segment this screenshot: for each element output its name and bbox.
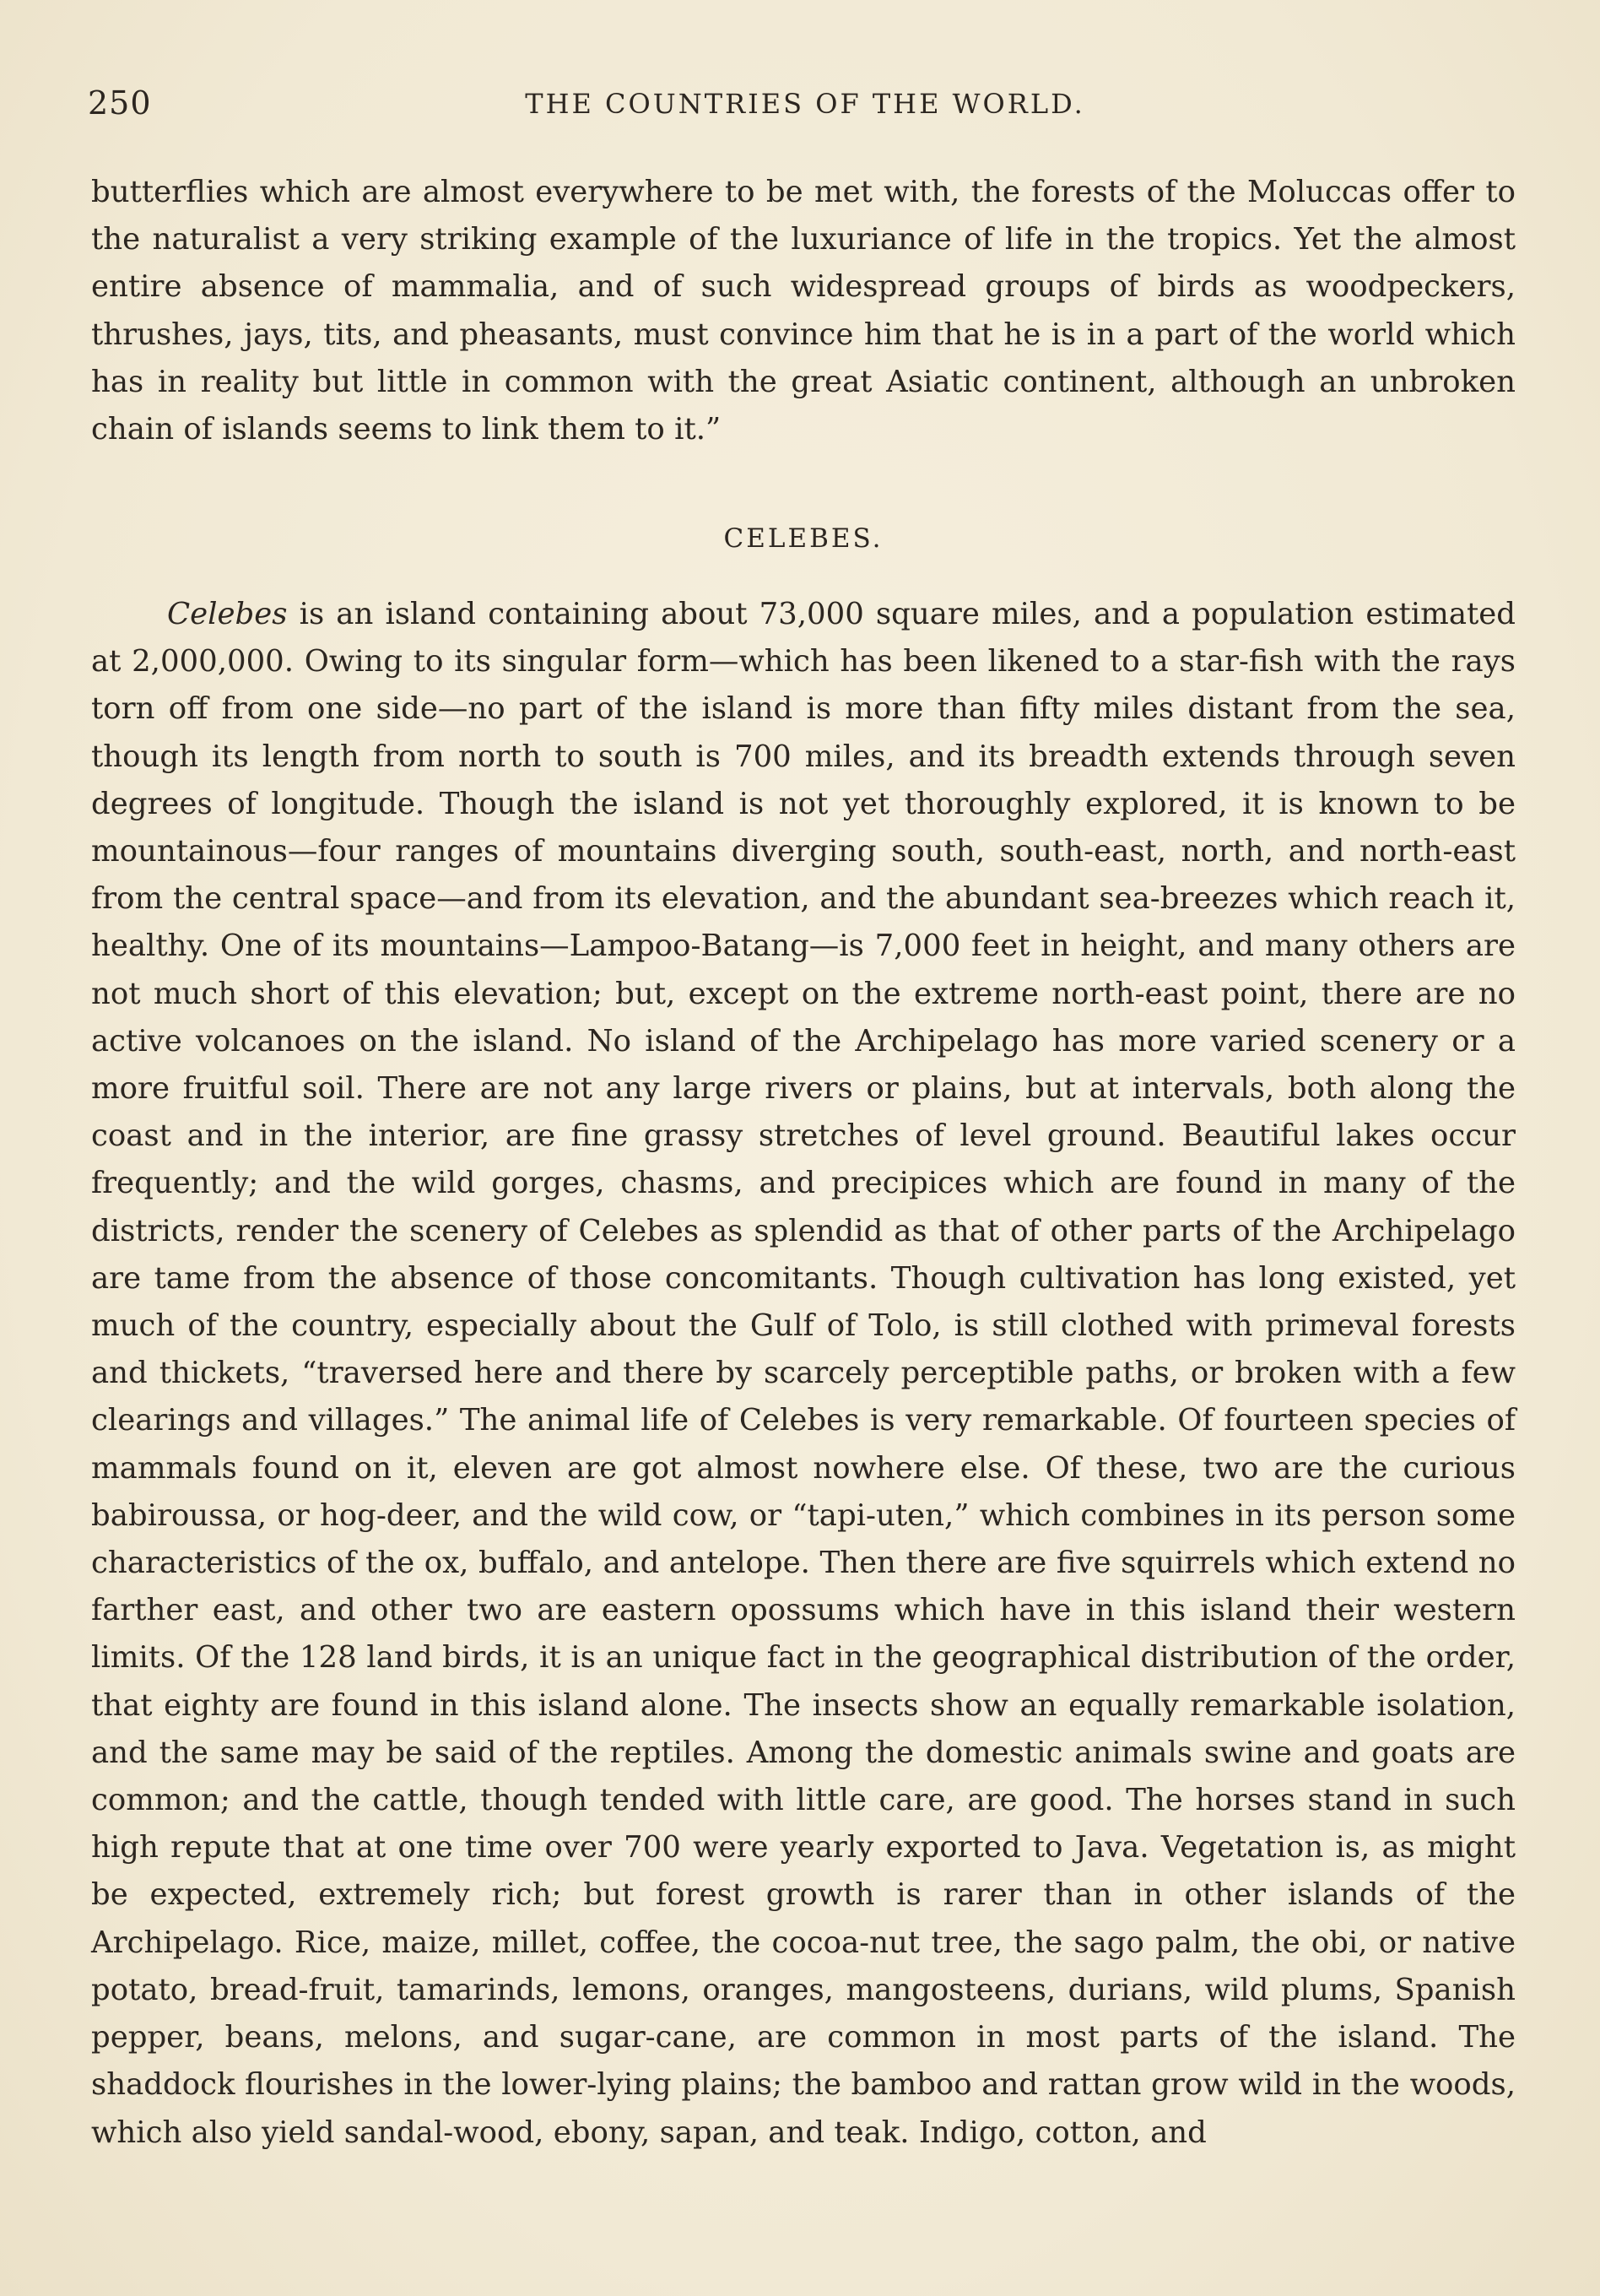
page-number: 250 [88, 84, 152, 122]
paragraph-body-text: is an island containing about 73,000 square miles, and a population estimated at 2,000,000. Owing to its singular form—which has been likened to a star-fish with the rays torn off from one side—no part of the island is more than fifty miles distant from the sea, though its length from north to south is 700 miles, and its breadth extends through seven degrees of longitude. Though the island is not yet thoroughly explored, it is known to be mountainous—four ranges of mountains diverging south, south-east, north, and north-east from the central space—and from its elevation, and the abundant sea-breezes which reach it, healthy. One of its mountains—Lampoo-Batang—is 7,000 feet in height, and many others are not much short of this elevation; but, except on the extreme north-east point, there are no active volcanoes on the island. No island of the Archipelago has more varied scenery or a more fruitful soil. There are not any large rivers or plains, but at intervals, both along the coast and in the interior, are fine grassy stretches of level ground. Beautiful lakes occur frequently; and the wild gorges, chasms, and precipices which are found in many of the districts, render the scenery of Celebes as splendid as that of other parts of the Archipelago are tame from the absence of those concomitants. Though cultivation has long existed, yet much of the country, especially about the Gulf of Tolo, is still clothed with primeval forests and thickets, “traversed here and there by scarcely perceptible paths, or broken with a few clearings and villages.” The animal life of Celebes is very remarkable. Of fourteen species of mammals found on it, eleven are got almost nowhere else. Of these, two are the curious babiroussa, or hog-deer, and the wild cow, or “tapi-uten,” which combines in its person some characteristics of the ox, buffalo, and antelope. Then there are five squirrels which extend no farther east, and other two are eastern opossums which have in this island their western limits. Of the 128 land birds, it is an unique fact in the geographical distribution of the order, that eighty are found in this island alone. The insects show an equally remarkable isolation, and the same may be said of the reptiles. Among the domestic animals swine and goats are common; and the cattle, though tended with little care, are good. The horses stand in such high repute that at one time over 700 were yearly exported to Java. Vegetation is, as might be expected, extremely rich; but forest growth is rarer than in other islands of the Archipelago. Rice, maize, millet, coffee, the cocoa-nut tree, the sago palm, the obi, or native potato, bread-fruit, tamarinds, lemons, oranges, mangosteens, durians, wild plums, Spanish pepper, beans, melons, and sugar-cane, are common in most parts of the island. The shaddock flourishes in the lower-lying plains; the bamboo and rattan grow wild in the woods, which also yield sandal-wood, ebony, sapan, and teak. Indigo, cotton, and [91, 597, 1516, 2150]
running-title: THE COUNTRIES OF THE WORLD. [525, 88, 1085, 120]
running-header [88, 84, 1522, 135]
section-heading: CELEBES. [723, 523, 884, 554]
paragraph-continued: butterflies which are almost everywhere to be met with, the forests of the Moluccas offer to the naturalist a very striking example of the luxuriance of life in the tropics. Yet the almost entire absence of mammalia, and of such widespread groups of birds as woodpeckers, thrushes, jays, tits, and pheasants, must convince him that he is in a part of the world which has in reality but little in common with the great Asiatic continent, although an unbroken chain of islands seems to link them to it.” [91, 175, 1516, 447]
paragraph-lead-word: Celebes [167, 597, 288, 631]
paragraph-celebes [91, 591, 1516, 2157]
